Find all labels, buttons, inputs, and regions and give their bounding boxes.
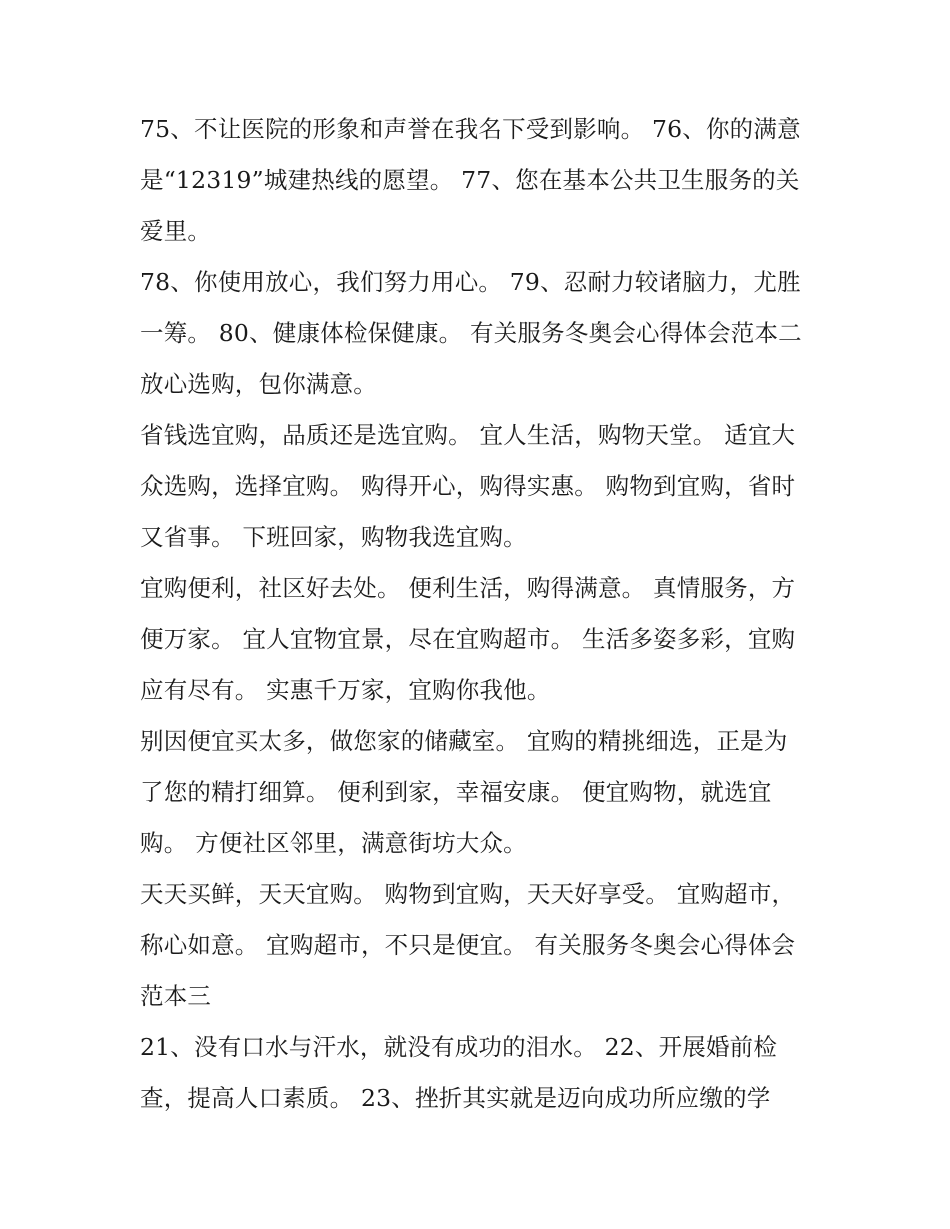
paragraph-1: 75、不让医院的形象和声誉在我名下受到影响。 76、你的满意是“12319”城建热线的愿望。 77、您在基本公共卫生服务的关爱里。 bbox=[140, 115, 801, 245]
document-body bbox=[140, 104, 808, 1124]
paragraph-7: 21、没有口水与汗水，就没有成功的泪水。 22、开展婚前检查，提高人口素质。 23、挫折其实就是迈向成功所应缴的学 bbox=[140, 1033, 778, 1112]
paragraph-6: 天天买鲜，天天宜购。 购物到宜购，天天好享受。 宜购超市，称心如意。 宜购超市，不只是便宜。 有关服务冬奥会心得体会范本三 bbox=[140, 880, 796, 1010]
paragraph-2: 78、你使用放心，我们努力用心。 79、忍耐力较诸脑力，尤胜一筹。 80、健康体检保健康。 有关服务冬奥会心得体会范本二 放心选购，包你满意。 bbox=[140, 268, 802, 398]
paragraph-3: 省钱选宜购，品质还是选宜购。 宜人生活，购物天堂。 适宜大众选购，选择宜购。 购得开心，购得实惠。 购物到宜购，省时又省事。 下班回家，购物我选宜购。 bbox=[140, 421, 796, 551]
paragraph-5: 别因便宜买太多，做您家的储藏室。 宜购的精挑细选，正是为了您的精打细算。 便利到家，幸福安康。 便宜购物，就选宜购。 方便社区邻里，满意街坊大众。 bbox=[140, 727, 788, 857]
paragraph-4: 宜购便利，社区好去处。 便利生活，购得满意。 真情服务，方便万家。 宜人宜物宜景，尽在宜购超市。 生活多姿多彩，宜购应有尽有。 实惠千万家，宜购你我他。 bbox=[140, 574, 796, 704]
